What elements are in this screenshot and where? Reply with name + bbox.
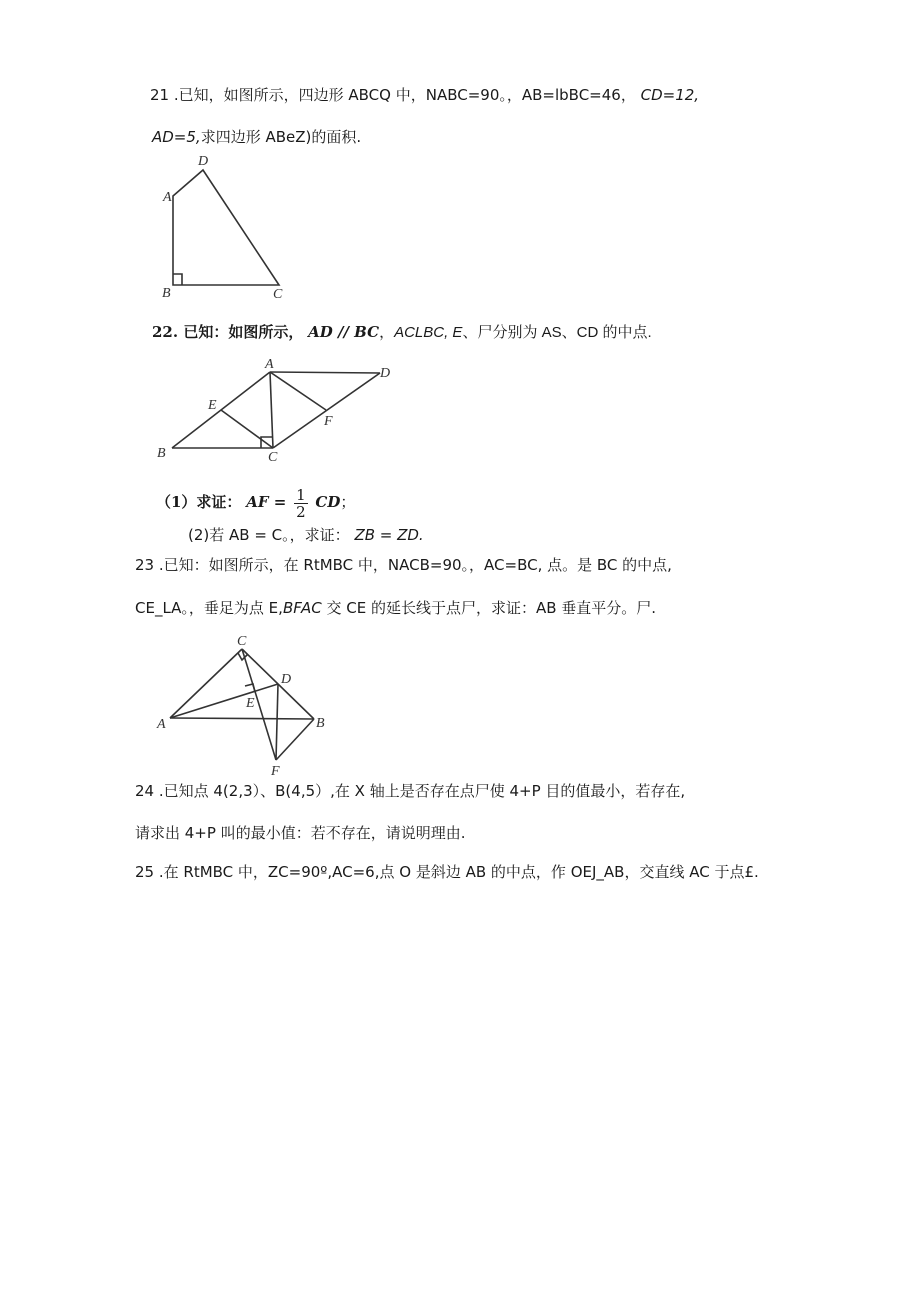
q23-ask: 交 CE 的延长线于点尸，求证：AB 垂直平分。尸. bbox=[321, 599, 657, 617]
q23-label-a: A bbox=[157, 717, 166, 732]
q23-right-angle-e bbox=[245, 684, 255, 692]
q22-part1-prefix: （1）求证： bbox=[156, 493, 242, 511]
q23-label-d: D bbox=[281, 672, 292, 687]
q22-label-a: A bbox=[265, 357, 274, 372]
q25-text: 25 .在 RtMBC 中，ZC=90º,AC=6,点 O 是斜边 AB 的中点，作 OEJ_AB，交直线 AC 于点£. bbox=[135, 863, 759, 881]
q24-text-2: 请求出 4+P 叫的最小值：若不存在，请说明理由. bbox=[135, 824, 466, 842]
q22-label-e: E bbox=[208, 398, 217, 413]
q25-line1 bbox=[135, 862, 759, 882]
q22-midpoints: 、尸分别为 AS、CD 的中点. bbox=[462, 324, 652, 341]
q22-fraction-denominator: 2 bbox=[296, 502, 306, 521]
q21-ask: 求四边形 ABeZ)的面积. bbox=[200, 128, 362, 146]
q23-label-e: E bbox=[246, 696, 255, 711]
q22-text: 22. 已知：如图所示， bbox=[152, 323, 304, 341]
q21-text: 21 .已知，如图所示，四边形 ABCQ 中，NABC=90。，AB=lbBC=46， bbox=[150, 86, 636, 104]
q22-part1-rhs: CD bbox=[315, 493, 341, 511]
q23-bf: BFAC bbox=[282, 599, 322, 617]
q21-cd: CD=12, bbox=[640, 86, 700, 104]
q23-ab bbox=[170, 718, 314, 719]
q21-label-c: C bbox=[273, 287, 283, 302]
q23-perp: CE_LA。，垂足为点 E, bbox=[135, 599, 283, 617]
q21-ad: AD=5, bbox=[152, 128, 201, 146]
q22-part2-text: (2)若 AB = C。，求证： bbox=[188, 526, 350, 544]
q22-part1-suffix: ； bbox=[340, 493, 356, 511]
q23-bf bbox=[276, 719, 314, 760]
q22-parallel: AD // BC bbox=[308, 323, 380, 341]
q22-label-b: B bbox=[157, 446, 166, 461]
q22-label-d: D bbox=[380, 366, 391, 381]
q22-comma: ， bbox=[379, 323, 395, 341]
q22-perp: ACLBC, E bbox=[394, 324, 463, 341]
q24-text: 24 .已知点 4(2,3）、B(4,5）,在 X 轴上是否存在点尸使 4+P 目的值最小，若存在, bbox=[135, 782, 686, 800]
q23-label-c: C bbox=[237, 634, 247, 649]
q22-fraction-numerator: 1 bbox=[296, 485, 306, 504]
q24-line2 bbox=[135, 823, 465, 843]
q21-label-d: D bbox=[198, 154, 209, 169]
q22-part1-lhs: AF = bbox=[246, 493, 287, 511]
q23-label-b: B bbox=[316, 716, 325, 731]
q24-line1 bbox=[135, 781, 685, 801]
q22-part2-claim: ZB = ZD. bbox=[354, 526, 424, 544]
q21-label-a: A bbox=[163, 190, 172, 205]
q23-text: 23 .已知：如图所示，在 RtMBC 中，NACB=90。，AC=BC, 点。是 BC 的中点, bbox=[135, 556, 672, 574]
q23-df bbox=[276, 684, 278, 760]
q23-ac bbox=[170, 649, 242, 718]
q22-label-c: C bbox=[268, 450, 278, 465]
q23-label-f: F bbox=[271, 764, 280, 779]
q22-label-f: F bbox=[324, 414, 333, 429]
q21-label-b: B bbox=[162, 286, 171, 301]
